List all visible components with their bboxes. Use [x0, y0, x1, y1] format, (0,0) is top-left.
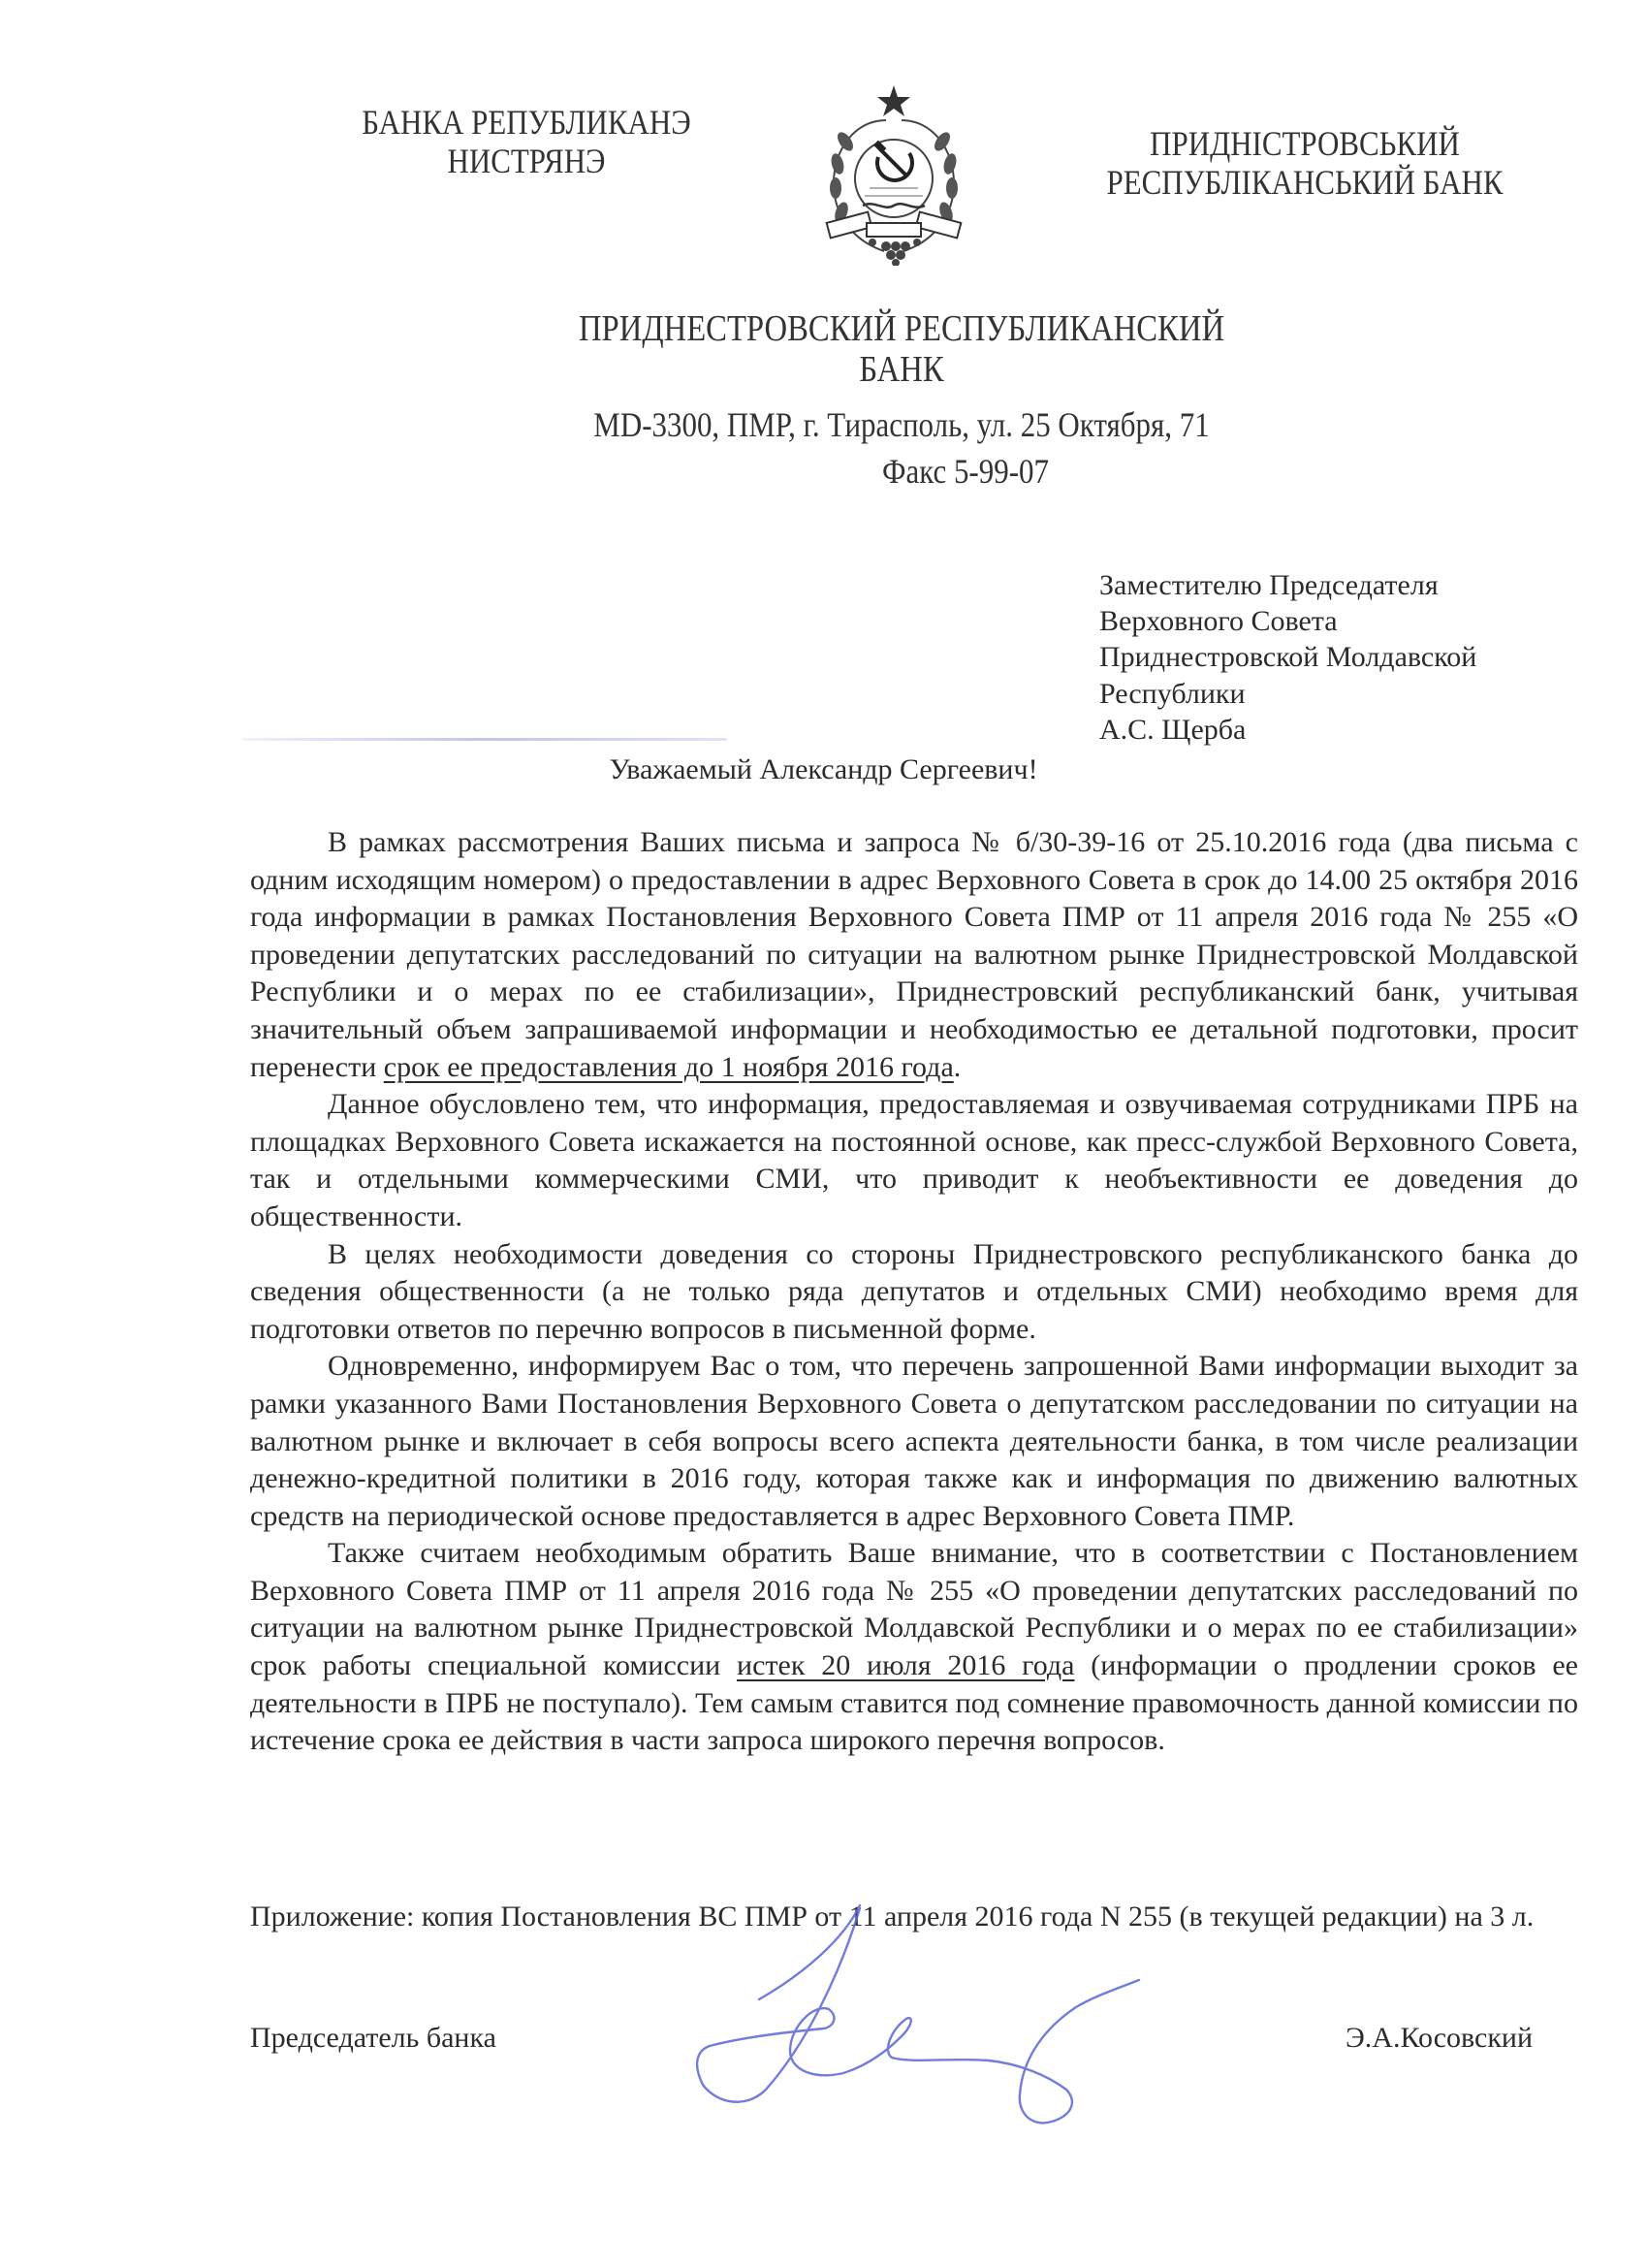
paragraph-2: Данное обусловлено тем, что информация, предоставляемая и озвучиваемая сотрудниками ПРБ на площадках Верховного Совета искажается на постоянной основе, как пресс-службой Верховного Совета, так и отдельными коммерческими СМИ, что приводит к необъективности ее доведения до общественности. [250, 1088, 1578, 1232]
paragraph-5 [250, 1535, 1578, 1760]
paragraph-1-text: В рамках рассмотрения Ваших письма и запроса № б/30-39-16 от 25.10.2016 года (два письма с одним исходящим номером) о предоставлении в адрес Верховного Совета в срок до 14.00 25 октября 2016 года информации в рамках Постановления Верховного Совета ПМР от 11 апреля 2016 года № 255 «О проведении депутатских расследований по ситуации на валютном рынке Приднестровской Молдавской Республики и о мерах по ее стабилизации», Приднестровский республиканский банк, учитывая значительный объем запрашиваемой информации и необходимостью ее детальной подготовки, просит перенести [250, 826, 1578, 1083]
deadline-underlined: срок ее предоставления до 1 ноября 2016 года [383, 1050, 954, 1083]
paragraph-4: Одновременно, информируем Вас о том, что перечень запрошенной Вами информации выходит за рамки указанного Вами Постановления Верховного Совета о депутатском расследовании по ситуации на валютном рынке и включает в себя вопросы всего аспекта деятельности банка, в том числе реализации денежно-кредитной политики в 2016 году, которая также как и информация по движению валютных средств на периодической основе предоставляется в адрес Верховного Совета ПМР. [250, 1350, 1578, 1532]
letterhead-right-line-2: РЕСПУБЛІКАНСЬКИЙ БАНК [1106, 163, 1504, 202]
bank-address: MD-3300, ПМР, г. Тирасполь, ул. 25 Октября, 71 [593, 405, 1210, 444]
bank-fax: Факс 5-99-07 [882, 452, 1049, 491]
signatory-position: Председатель банка [250, 2022, 496, 2054]
paragraph-1-end: . [953, 1050, 962, 1083]
addressee-line-4: Республики [1099, 677, 1246, 710]
letterhead-left-line-2: НИСТРЯНЭ [447, 142, 606, 180]
coat-of-arms-icon [816, 81, 971, 266]
bank-title [518, 308, 1284, 390]
addressee-line-3: Приднестровской Молдавской [1099, 641, 1477, 674]
signatory-name: Э.А.Косовский [1346, 2022, 1534, 2054]
bank-title-line-1: ПРИДНЕСТРОВСКИЙ РЕСПУБЛИКАНСКИЙ [578, 308, 1225, 349]
letterhead-right-line-1: ПРИДНІСТРОВСЬКИЙ [1150, 124, 1460, 163]
addressee-line-5: А.С. Щерба [1099, 713, 1247, 746]
letterhead-left-moldovan [340, 103, 713, 180]
attachment-note: Приложение: копия Постановления ВС ПМР от 11 апреля 2016 года N 255 (в текущей редакции) на 3 л. [250, 1901, 1535, 1933]
paragraph-3: В целях необходимости доведения со стороны Приднестровского республиканского банка до сведения общественности (а не только ряда депутатов и отдельных СМИ) необходимо время для подготовки ответов по перечню вопросов в письменной форме. [250, 1237, 1578, 1345]
letterhead-left-line-1: БАНКА РЕПУБЛИКАНЭ [362, 103, 691, 142]
ink-stroke-mark [242, 738, 727, 741]
addressee-line-1: Заместителю Председателя [1099, 569, 1439, 601]
paragraph-1 [250, 824, 1578, 1086]
handwritten-signature-icon [659, 1891, 1144, 2133]
paragraph-5-end: (информации о продлении сроков ее деятельности в ПРБ не поступало). Тем самым ставится под сомнение правомочность данной комиссии по истечение срока ее действия в части запроса широкого перечня вопросов. [250, 1649, 1578, 1757]
expiry-underlined: истек 20 июля 2016 года [737, 1649, 1075, 1682]
salutation: Уважаемый Александр Сергеевич! [609, 753, 1038, 785]
bank-title-line-2: БАНК [859, 349, 944, 390]
paragraph-5-text: Также считаем необходимым обратить Ваше внимание, что в соответствии с Постановлением Верховного Совета ПМР от 11 апреля 2016 года № 255 «О проведении депутатских расследований по ситуации на валютном рынке Приднестровской Молдавской Республики и о мерах по ее стабилизации» срок работы специальной комиссии [250, 1537, 1578, 1682]
letterhead-right-ukrainian [1092, 124, 1518, 202]
addressee-line-2: Верховного Совета [1099, 605, 1338, 638]
letter-body [250, 824, 1578, 1760]
addressee-block [1099, 567, 1603, 748]
